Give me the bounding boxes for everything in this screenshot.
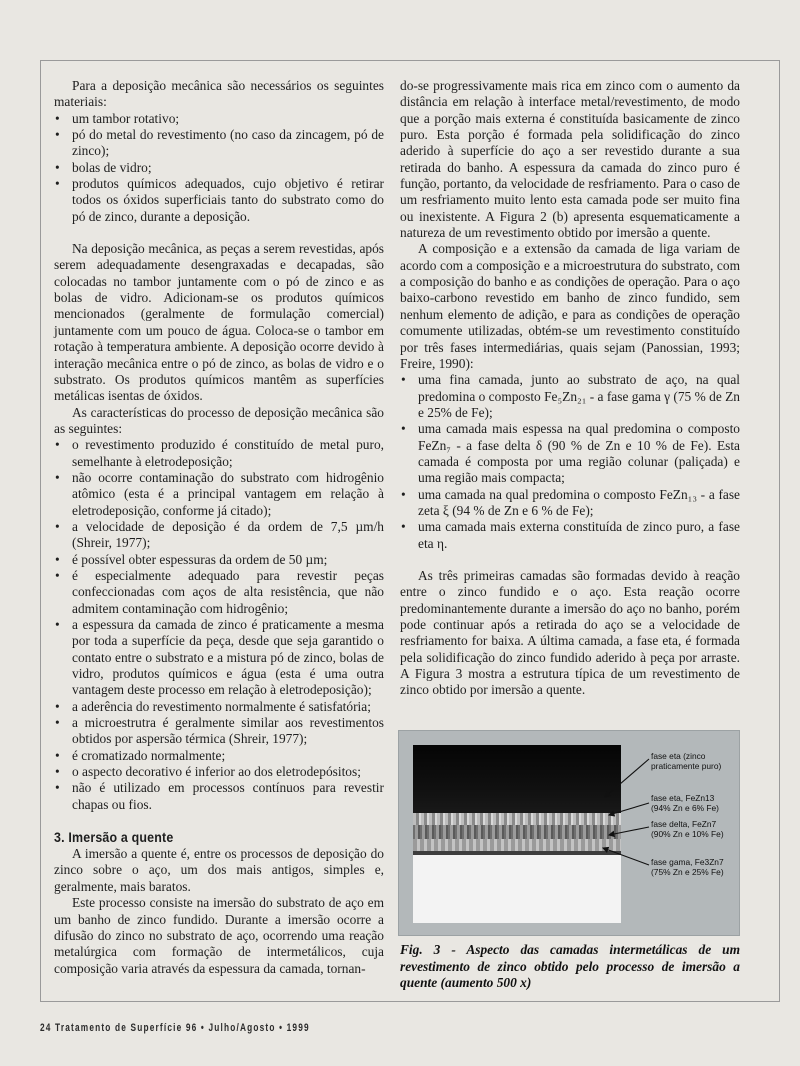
figure-label-eta-zinc: fase eta (zinco praticamente puro)	[651, 751, 722, 771]
figure-label-delta: fase delta, FeZn7 (90% Zn e 10% Fe)	[651, 819, 724, 839]
list-item: • uma fina camada, junto ao substrato de aço, na qual predomina o composto Fe₅Zn₂₁ - a fase gama γ (75 % de Zn e 25% de Fe);	[400, 372, 740, 421]
micrograph-figure	[398, 730, 740, 936]
list-item: • é especialmente adequado para revestir peças confeccionadas com aços de alta resistência, que não admitem contaminação com hidrogênio;	[54, 568, 384, 617]
list-item: • não ocorre contaminação do substrato com hidrogênio atômico (esta é a principal vantagem em relação à eletrodeposição, conforme já citado);	[54, 470, 384, 519]
section-paragraph-1: A imersão a quente é, entre os processos de deposição do zinco sobre o aço, um dos mais antigos, simples e, geralmente, mais baratos.	[54, 846, 384, 894]
list-item: • pó do metal do revestimento (no caso da zincagem, pó de zinco);	[54, 127, 384, 160]
process-paragraph: Na deposição mecânica, as peças a serem revestidas, após serem adequadamente desengraxadas e decapadas, são colocadas no tambor juntamente com o pó de zinco e as bolas de vidro. Adicionam-se os produtos químicos mencionados (geralmente de formulação comercial) juntamente com um pouco de água. Coloca-se o tambor em rotação à temperatura ambiente. A deposição ocorre devido à interação mecânica entre o pó de zinco, as bolas de vidro e o substrato. Os produtos químicos mantêm as superfícies metálicas isentas de óxidos.	[54, 241, 384, 404]
list-item: • o revestimento produzido é constituído de metal puro, semelhante à eletrodeposição;	[54, 437, 384, 470]
list-item: • é cromatizado normalmente;	[54, 748, 384, 764]
list-item: • a aderência do revestimento normalmente é satisfatória;	[54, 699, 384, 715]
list-item: • o aspecto decorativo é inferior ao dos eletrodepósitos;	[54, 764, 384, 780]
features-intro: As características do processo de deposição mecânica são as seguintes:	[54, 404, 384, 436]
materials-list	[54, 111, 384, 225]
features-list	[54, 437, 384, 813]
figure-label-gama: fase gama, Fe3Zn7 (75% Zn e 25% Fe)	[651, 857, 724, 877]
list-item: • bolas de vidro;	[54, 160, 384, 176]
list-item: • produtos químicos adequados, cujo objetivo é retirar todos os óxidos superficiais tanto do substrato como do pó de zinco, durante a deposição.	[54, 176, 384, 225]
alloy-paragraph: A composição e a extensão da camada de liga variam de acordo com a composição e a microestrutura do substrato, com a composição do banho e as condições de operação. Para o aço baixo-carbono revestido em banho de zinco fundido, sem nenhum elemento de adição, e para as condições de operação comumente utilizadas, obtém-se um revestimento constituído por três fases intermediárias, quais sejam (Panossian, 1993; Freire, 1990):	[400, 241, 740, 371]
list-item: • a espessura da camada de zinco é praticamente a mesma por toda a superfície da peça, desde que seja garantido o contato entre o substrato e a mistura pó de zinco, bolas de vidro, produtos químicos e água (esta é uma outra vantagem deste processo em relação à eletrodeposição);	[54, 617, 384, 699]
figure-label-zeta: fase eta, FeZn13 (94% Zn e 6% Fe)	[651, 793, 719, 813]
section-paragraph-2: Este processo consiste na imersão do substrato de aço em um banho de zinco fundido. Durante a imersão ocorre a difusão do zinco no substrato de aço, ocorrendo uma reação metalúrgica com formação de intermetálicos, cuja composição varia através da espessura da camada, tornan-	[54, 895, 384, 976]
continued-paragraph: do-se progressivamente mais rica em zinco com o aumento da distância em relação à interface metal/revestimento, de modo que a porção mais externa é constituída basicamente de zinco puro. Esta porção é formada pela solidificação do zinco aderido à superfície do aço a ser revestido durante a sua retirada do banho. A espessura da camada do zinco puro é função, portanto, da velocidade de resfriamento. Para o caso de um resfriamento muito lento esta camada pode ser muito fina ou inexistente. A Figura 2 (b) apresenta esquematicamente a natureza de um revestimento obtido por imersão a quente.	[400, 78, 740, 241]
phases-list	[400, 372, 740, 552]
right-column	[400, 78, 740, 699]
list-item: • é possível obter espessuras da ordem de 50 µm;	[54, 552, 384, 568]
materials-intro: Para a deposição mecânica são necessários os seguintes materiais:	[54, 78, 384, 110]
list-item: • a velocidade de deposição é da ordem de 7,5 µm/h (Shreir, 1977);	[54, 519, 384, 552]
list-item: • uma camada na qual predomina o composto FeZn₁₃ - a fase zeta ξ (94 % de Zn e 6 % de Fe);	[400, 487, 740, 520]
list-item: • uma camada mais espessa na qual predomina o composto FeZn₇ - a fase delta δ (90 % de Zn e 10 % de Fe). Esta camada é composta por uma região colunar (paliçada) e uma região mais compacta;	[400, 421, 740, 486]
list-item: • a microestrutra é geralmente similar aos revestimentos obtidos por aspersão térmica (Shreir, 1977);	[54, 715, 384, 748]
list-item: • uma camada mais externa constituída de zinco puro, a fase eta η.	[400, 519, 740, 552]
list-item: • um tambor rotativo;	[54, 111, 384, 127]
section-heading: 3. Imersão a quente	[54, 830, 174, 846]
list-item: • não é utilizado em processos contínuos para revestir chapas ou fios.	[54, 780, 384, 813]
layers-paragraph: As três primeiras camadas são formadas devido à reação entre o zinco fundido e o aço. Esta reação ocorre predominantemente durante a imersão do aço no banho, porém pode continuar após a retirada do aço se a velocidade de resfriamento for baixa. A última camada, a fase eta, é formada pela solidificação do zinco fundido aderido à peça por arraste. A Figura 3 mostra a estrutura típica de um revestimento de zinco obtido por imersão a quente.	[400, 567, 740, 698]
left-column	[54, 78, 384, 977]
page-footer: 24 Tratamento de Superfície 96 • Julho/Agosto • 1999	[40, 1022, 310, 1034]
figure-caption: Fig. 3 - Aspecto das camadas intermetálicas de um revestimento de zinco obtido pelo processo de imersão a quente (aumento 500 x)	[400, 942, 740, 990]
